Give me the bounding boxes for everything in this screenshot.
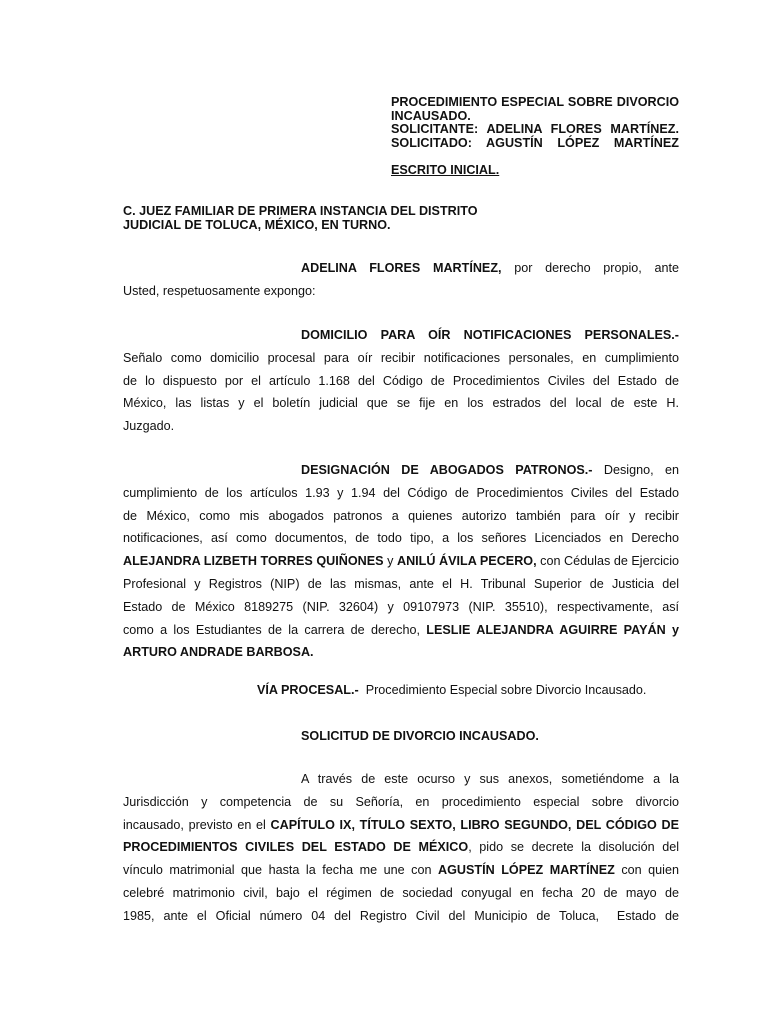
solicitud-line-4: [123, 836, 679, 859]
escrito-inicial-label: ESCRITO INICIAL.: [391, 163, 500, 177]
caption-line-1: PROCEDIMIENTO ESPECIAL SOBRE DIVORCIO: [391, 95, 679, 109]
designacion-line-8: [123, 619, 679, 642]
legal-reference-2: PROCEDIMIENTOS CIVILES DEL ESTADO DE MÉXICO: [123, 840, 469, 855]
designacion-line-8-text: como a los Estudiantes de la carrera de derecho,: [123, 622, 427, 637]
designacion-line-5-text: con Cédulas de Ejercicio: [536, 554, 679, 569]
connector-y: y: [383, 554, 397, 569]
domicilio-line-2: de lo dispuesto por el artículo 1.168 del Código de Procedimientos Civiles del Estado de: [123, 373, 679, 388]
solicitud-paragraph: [123, 768, 679, 928]
designacion-line-6: Profesional y Registros (NIP) de las mismas, ante el H. Tribunal Superior de Justicia del: [123, 576, 679, 591]
respondent-name: AGUSTÍN LÓPEZ MARTÍNEZ: [438, 863, 615, 878]
domicilio-line-1: Señalo como domicilio procesal para oír recibir notificaciones personales, en cumplimiento: [123, 350, 679, 365]
domicilio-paragraph: [123, 324, 679, 438]
via-procesal: [123, 679, 679, 702]
solicitud-line-3-text: incausado, previsto en el: [123, 817, 271, 832]
intro-paragraph: [123, 257, 679, 303]
attorney-name-2: ANILÚ ÁVILA PECERO,: [396, 554, 537, 569]
domicilio-heading: DOMICILIO PARA OÍR NOTIFICACIONES PERSONALES.-: [301, 328, 679, 342]
designacion-line-5: [123, 550, 679, 573]
solicitud-line-5: [123, 859, 679, 882]
student-name-2: ARTURO ANDRADE BARBOSA.: [123, 645, 314, 660]
designacion-line-3: de México, como mis abogados patronos a quienes autorizo también para oír y recibir: [123, 508, 679, 523]
domicilio-line-3: México, las listas y el boletín judicial que se fije en los estrados del local de este H.: [123, 396, 679, 411]
designacion-paragraph: [123, 459, 679, 664]
addressee-line-2: JUDICIAL DE TOLUCA, MÉXICO, EN TURNO.: [123, 217, 391, 232]
solicitud-line-4-text: , pido se decrete la disolución del: [468, 840, 680, 855]
solicitud-line-1: A través de este ocurso y sus anexos, sometiéndome a la: [301, 772, 679, 786]
caption-line-2: INCAUSADO.: [391, 108, 471, 123]
via-text: Procedimiento Especial sobre Divorcio Incausado.: [358, 683, 647, 697]
intro-text: por derecho propio, ante: [501, 261, 679, 275]
addressee-line-1: C. JUEZ FAMILIAR DE PRIMERA INSTANCIA DEL DISTRITO: [123, 204, 478, 218]
applicant-name: ADELINA FLORES MARTÍNEZ,: [301, 261, 502, 275]
intro-line-2: Usted, respetuosamente expongo:: [123, 283, 316, 298]
attorney-name-1: ALEJANDRA LIZBETH TORRES QUIÑONES: [123, 554, 384, 569]
solicitud-line-2: Jurisdicción y competencia de su Señoría, en procedimiento especial sobre divorcio: [123, 794, 679, 809]
via-heading: VÍA PROCESAL.-: [257, 683, 359, 697]
solicitud-heading: SOLICITUD DE DIVORCIO INCAUSADO.: [301, 729, 539, 743]
caption-solicitante: SOLICITANTE: ADELINA FLORES MARTÍNEZ.: [391, 122, 679, 136]
designacion-line-7: Estado de México 8189275 (NIP. 32604) y 09107973 (NIP. 35510), respectivamente, así: [123, 599, 679, 614]
caption-solicitado: SOLICITADO: AGUSTÍN LÓPEZ MARTÍNEZ: [391, 135, 679, 150]
solicitud-line-5-text: vínculo matrimonial que hasta la fecha me une con: [123, 863, 439, 878]
designacion-line-4: notificaciones, así como documentos, de todo tipo, a los señores Licenciados en Derecho: [123, 531, 679, 546]
solicitud-line-6: celebré matrimonio civil, bajo el régimen de sociedad conyugal en fecha 20 de mayo de: [123, 885, 679, 900]
designacion-heading: DESIGNACIÓN DE ABOGADOS PATRONOS.-: [301, 463, 593, 477]
solicitud-line-5-rest: con quien: [614, 863, 679, 878]
designacion-line-1-text: Designo, en: [592, 463, 679, 477]
addressee: [123, 205, 478, 232]
solicitud-line-3: [123, 814, 679, 837]
legal-reference-1: CAPÍTULO IX, TÍTULO SEXTO, LIBRO SEGUNDO, DEL CÓDIGO DE: [270, 817, 679, 832]
designacion-line-2: cumplimiento de los artículos 1.93 y 1.94 del Código de Procedimientos Civiles del Estado: [123, 485, 679, 500]
solicitud-line-7: 1985, ante el Oficial número 04 del Registro Civil del Municipio de Toluca, Estado de: [123, 908, 679, 923]
student-name-1: LESLIE ALEJANDRA AGUIRRE PAYÁN y: [426, 622, 679, 637]
case-caption: [391, 96, 679, 150]
domicilio-line-4: Juzgado.: [123, 419, 175, 434]
